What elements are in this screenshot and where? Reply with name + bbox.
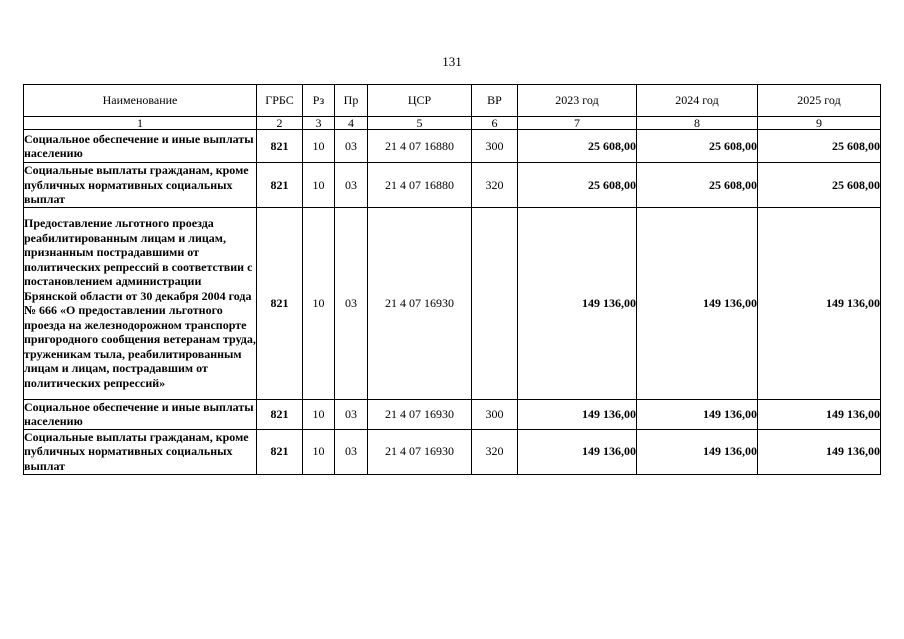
row-vr: 300: [472, 399, 518, 429]
column-number-row: [24, 117, 881, 130]
page-number: 131: [442, 54, 462, 69]
header-2025: 2025 год: [758, 85, 881, 117]
row-rz: 10: [303, 163, 335, 208]
table-row: [24, 163, 881, 208]
row-pr: 03: [335, 130, 368, 163]
table-row: [24, 207, 881, 399]
row-rz: 10: [303, 130, 335, 163]
row-2025: 25 608,00: [758, 130, 881, 163]
row-csr: 21 4 07 16930: [368, 429, 472, 474]
column-number: 2: [257, 117, 303, 130]
column-number: 7: [518, 117, 637, 130]
row-2025: 149 136,00: [758, 207, 881, 399]
row-2024: 149 136,00: [637, 429, 758, 474]
row-vr: 320: [472, 163, 518, 208]
column-number: 6: [472, 117, 518, 130]
row-grbs: 821: [257, 130, 303, 163]
row-grbs: 821: [257, 399, 303, 429]
header-2023: 2023 год: [518, 85, 637, 117]
row-2023: 149 136,00: [518, 429, 637, 474]
row-2025: 149 136,00: [758, 399, 881, 429]
header-2024: 2024 год: [637, 85, 758, 117]
table-row: [24, 130, 881, 163]
header-grbs: ГРБС: [257, 85, 303, 117]
row-2023: 25 608,00: [518, 130, 637, 163]
table-row: [24, 429, 881, 474]
row-vr: 300: [472, 130, 518, 163]
header-name: Наименование: [24, 85, 257, 117]
row-csr: 21 4 07 16930: [368, 399, 472, 429]
row-csr: 21 4 07 16930: [368, 207, 472, 399]
row-pr: 03: [335, 207, 368, 399]
row-vr: 320: [472, 429, 518, 474]
table-row: [24, 399, 881, 429]
row-2024: 25 608,00: [637, 163, 758, 208]
row-rz: 10: [303, 429, 335, 474]
column-number: 4: [335, 117, 368, 130]
column-number: 3: [303, 117, 335, 130]
header-csr: ЦСР: [368, 85, 472, 117]
row-2023: 25 608,00: [518, 163, 637, 208]
row-grbs: 821: [257, 163, 303, 208]
row-grbs: 821: [257, 207, 303, 399]
row-name: Социальные выплаты гражданам, кроме публичных нормативных социальных выплат: [24, 163, 257, 208]
header-vr: ВР: [472, 85, 518, 117]
budget-table: [23, 84, 881, 475]
row-2025: 25 608,00: [758, 163, 881, 208]
row-2024: 149 136,00: [637, 207, 758, 399]
column-number: 9: [758, 117, 881, 130]
row-csr: 21 4 07 16880: [368, 163, 472, 208]
row-pr: 03: [335, 163, 368, 208]
row-2025: 149 136,00: [758, 429, 881, 474]
row-name: Социальные выплаты гражданам, кроме публичных нормативных социальных выплат: [24, 429, 257, 474]
header-pr: Пр: [335, 85, 368, 117]
row-rz: 10: [303, 207, 335, 399]
row-name: Социальное обеспечение и иные выплаты населению: [24, 130, 257, 163]
row-pr: 03: [335, 399, 368, 429]
column-number: 5: [368, 117, 472, 130]
column-number: 8: [637, 117, 758, 130]
row-2023: 149 136,00: [518, 207, 637, 399]
row-csr: 21 4 07 16880: [368, 130, 472, 163]
header-rz: Рз: [303, 85, 335, 117]
row-2023: 149 136,00: [518, 399, 637, 429]
column-number: 1: [24, 117, 257, 130]
row-2024: 25 608,00: [637, 130, 758, 163]
row-rz: 10: [303, 399, 335, 429]
row-vr: [472, 207, 518, 399]
header-row: [24, 85, 881, 117]
row-grbs: 821: [257, 429, 303, 474]
row-2024: 149 136,00: [637, 399, 758, 429]
row-name: Социальное обеспечение и иные выплаты населению: [24, 399, 257, 429]
row-pr: 03: [335, 429, 368, 474]
row-name: Предоставление льготного проезда реабилитированным лицам и лицам, признанным пострадавшими от политических репрессий в соответствии с постановлением администрации Брянской области от 30 декабря 2004 года № 666 «О предоставлении льготного проезда на железнодорожном транспорте пригородного сообщения ветеранам труда, труженикам тыла, реабилитированным лицам и лицам, пострадавшим от политических репрессий»: [24, 207, 257, 399]
